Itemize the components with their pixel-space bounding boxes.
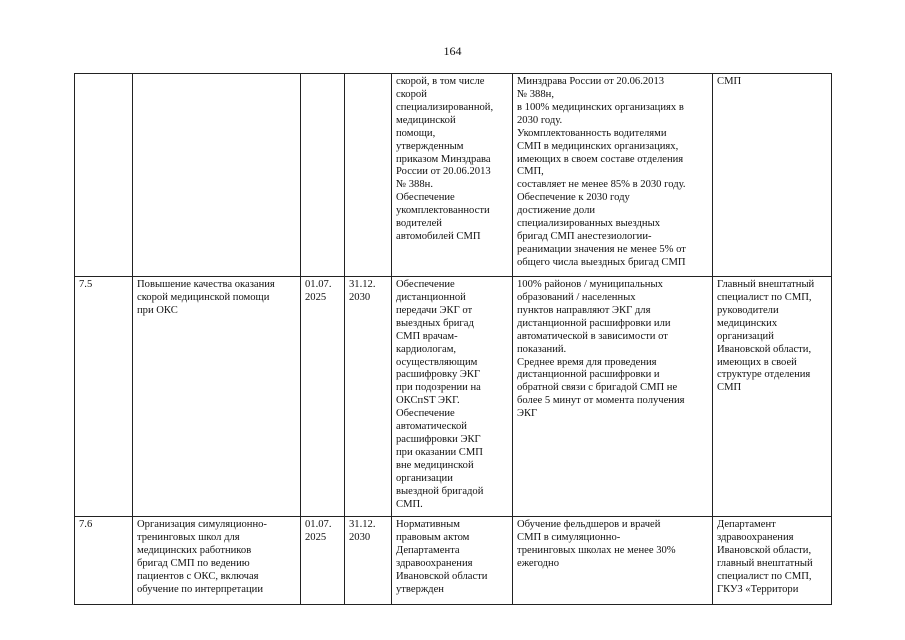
cell-start-date: 01.07. 2025 <box>301 517 345 605</box>
cell-end-date: 31.12. 2030 <box>345 277 392 517</box>
cell-result: Нормативным правовым актом Департамента здравоохранения Ивановской области утвержден <box>392 517 513 605</box>
cell-number: 7.5 <box>75 277 133 517</box>
table-row <box>75 277 832 517</box>
page-number: 164 <box>443 44 462 58</box>
table-row <box>75 74 832 277</box>
plan-table <box>74 73 832 605</box>
cell-activity: Организация симуляционно- тренинговых школ для медицинских работников бригад СМП по ведению пациентов с ОКС, включая обучение по интерпретации <box>133 517 301 605</box>
cell-result: скорой, в том числе скорой специализированной, медицинской помощи, утвержденным приказом Минздрава России от 20.06.2013 № 388н. Обеспечение укомплектованности водителей автомобилей СМП <box>392 74 513 277</box>
cell-start-date: 01.07. 2025 <box>301 277 345 517</box>
table-row <box>75 517 832 605</box>
cell-indicator: Обучение фельдшеров и врачей СМП в симуляционно- тренинговых школах не менее 30% ежегодно <box>513 517 713 605</box>
cell-activity: Повышение качества оказания скорой медицинской помощи при ОКС <box>133 277 301 517</box>
cell-end-date: 31.12. 2030 <box>345 517 392 605</box>
cell-number: 7.6 <box>75 517 133 605</box>
cell-end-date <box>345 74 392 277</box>
cell-start-date <box>301 74 345 277</box>
cell-activity <box>133 74 301 277</box>
cell-indicator: 100% районов / муниципальных образований / населенных пунктов направляют ЭКГ для дистанционной расшифровки или автоматической в зависимости от показаний. Среднее время для проведения дистанционной расшифровки и обратной связи с бригадой СМП не более 5 минут от момента получения ЭКГ <box>513 277 713 517</box>
cell-responsible: СМП <box>713 74 832 277</box>
cell-responsible: Главный внештатный специалист по СМП, руководители медицинских организаций Ивановской области, имеющих в своей структуре отделения СМП <box>713 277 832 517</box>
cell-result: Обеспечение дистанционной передачи ЭКГ от выездных бригад СМП врачам- кардиологам, осуществляющим расшифровку ЭКГ при подозрении на ОКСпST ЭКГ. Обеспечение автоматической расшифровки ЭКГ при оказании СМП вне медицинской организации выездной бригадой СМП. <box>392 277 513 517</box>
cell-indicator: Минздрава России от 20.06.2013 № 388н, в 100% медицинских организациях в 2030 году. Укомплектованность водителями СМП в медицинских организациях, имеющих в своем составе отделения СМП, составляет не менее 85% в 2030 году. Обеспечение к 2030 году достижение доли специализированных выездных бригад СМП анестезиологии- реанимации значения не менее 5% от общего числа выездных бригад СМП <box>513 74 713 277</box>
cell-number <box>75 74 133 277</box>
cell-responsible: Департамент здравоохранения Ивановской области, главный внештатный специалист по СМП, ГКУЗ «Территори <box>713 517 832 605</box>
